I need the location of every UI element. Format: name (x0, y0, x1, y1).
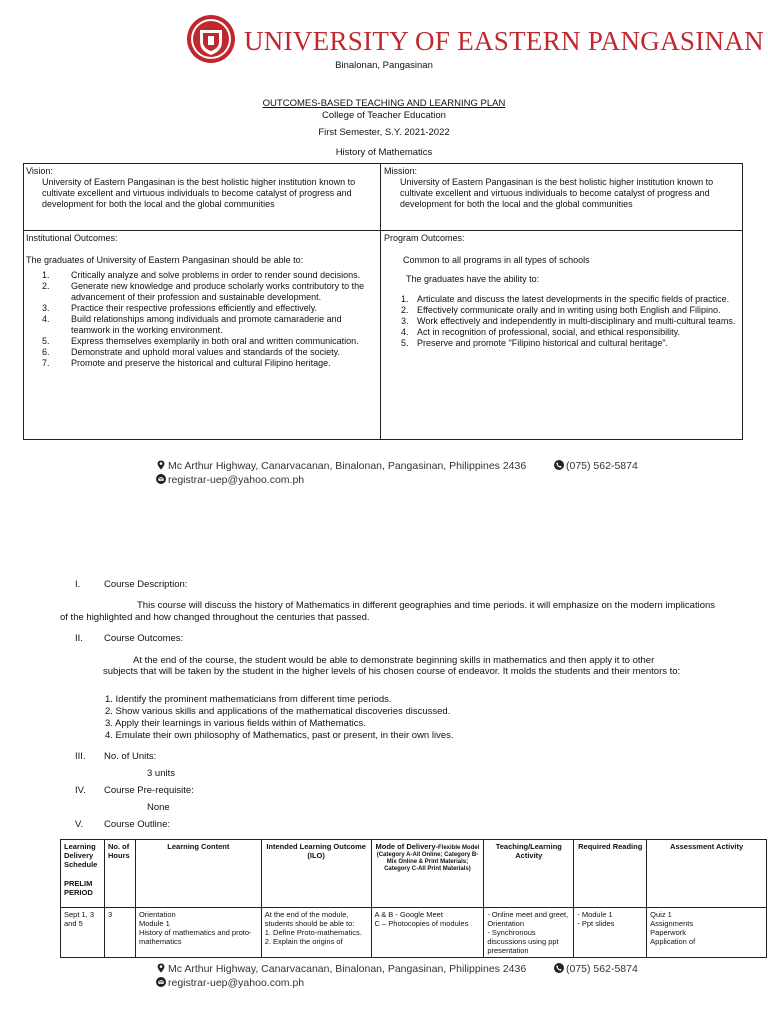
section-title: Course Pre-requisite: (104, 785, 194, 796)
prerequisite-value: None (147, 802, 170, 813)
program-common: Common to all programs in all types of schools (403, 255, 590, 265)
row-mode: A & B - Google Meet C – Photocopies of modules (371, 908, 484, 958)
list-item: 4. Emulate their own philosophy of Mathematics, past or present, in their own lives. (105, 730, 454, 741)
row-activity: - Online meet and greet, Orientation - Synchronous discussions using ppt presentation (484, 908, 574, 958)
list-item: 4. Act in recognition of professional, social, and ethical responsibility. (401, 327, 680, 337)
course-outcomes-line2: subjects that will be taken by the student in the higher levels of his chosen course of endeavor. It molds the students and their mentors to: (103, 666, 681, 677)
course-outline-table (60, 839, 767, 958)
location-pin-icon (156, 460, 166, 470)
units-value: 3 units (147, 768, 175, 779)
semester-text: First Semester, S.Y. 2021-2022 (318, 127, 450, 138)
header-assessment: Assessment Activity (647, 840, 767, 908)
row-ilo: At the end of the module, students should be able to: 1. Define Proto-mathematics. 2. Explain the origins of (261, 908, 371, 958)
course-outcomes-list (105, 694, 454, 742)
table-row (61, 908, 767, 958)
section-title: Course Outcomes: (104, 633, 184, 644)
table-header-row (61, 840, 767, 908)
list-item: 5. Preserve and promote "Filipino historical and cultural heritage". (401, 338, 669, 348)
mission-text: University of Eastern Pangasinan is the best holistic higher institution known to cultivate excellent and virtuous individuals to become catalyst of progress and development for both the local and the global communities (400, 177, 714, 209)
program-list (384, 294, 740, 349)
vmo-table (23, 163, 743, 440)
header-mode: Mode of Delivery-Flexible Model (Category A-All Online; Category B-Mix Online & Print Materials; Category C-All Print Materials) (371, 840, 484, 908)
header-activity: Teaching/Learning Activity (484, 840, 574, 908)
phone-icon (554, 460, 564, 470)
list-item: 1. Critically analyze and solve problems in order to render sound decisions. (42, 270, 361, 280)
program-label: Program Outcomes: (384, 233, 465, 243)
program-intro: The graduates have the ability to: (406, 274, 540, 284)
row-content: Orientation Module 1 History of mathematics and proto-mathematics (135, 908, 261, 958)
list-item: 1. Identify the prominent mathematicians from different time periods. (105, 694, 392, 705)
header-schedule: Learning Delivery Schedule PRELIM PERIOD (61, 840, 105, 908)
row-assessment: Quiz 1 Assignments Paperwork Application of (647, 908, 767, 958)
section-title: Course Description: (104, 579, 188, 590)
mission-label: Mission: (384, 166, 418, 176)
email-icon (156, 977, 166, 987)
row-hours: 3 (104, 908, 135, 958)
footer-address: Mc Arthur Highway, Canarvacanan, Binalonan, Pangasinan, Philippines 2436 (168, 963, 527, 975)
mission-cell (384, 166, 740, 210)
institutional-outcomes-cell (26, 233, 376, 369)
footer-phone: (075) 562-5874 (566, 460, 638, 472)
course-description-line1: This course will discuss the history of Mathematics in different geographies and time periods. it will emphasize on the modern implications (137, 600, 716, 611)
footer-address: Mc Arthur Highway, Canarvacanan, Binalonan, Pangasinan, Philippines 2436 (168, 460, 527, 472)
footer-email: registrar-uep@yahoo.com.ph (168, 474, 305, 486)
institutional-intro: The graduates of University of Eastern Pangasinan should be able to: (26, 255, 304, 265)
institutional-label: Institutional Outcomes: (26, 233, 118, 243)
course-name: History of Mathematics (335, 147, 433, 158)
email-icon (156, 474, 166, 484)
page-footer (156, 963, 676, 990)
row-schedule: Sept 1, 3 and 5 (61, 908, 105, 958)
footer-phone: (075) 562-5874 (566, 963, 638, 975)
list-item: 3. Apply their learnings in various fields within of Mathematics. (105, 718, 366, 729)
period-label: PRELIM PERIOD (64, 879, 93, 897)
course-outcomes-line1: At the end of the course, the student would be able to demonstrate beginning skills in mathematics and then apply it to other (133, 655, 655, 666)
section-title: No. of Units: (104, 751, 157, 762)
header-reading: Required Reading (574, 840, 647, 908)
header-ilo: Intended Learning Outcome (ILO) (261, 840, 371, 908)
college-name: College of Teacher Education (322, 110, 446, 121)
list-item: 3. Practice their respective professions efficiently and effectively. (42, 303, 318, 313)
university-name: UNIVERSITY OF EASTERN PANGASINAN (244, 26, 764, 56)
row-reading: - Module 1 - Ppt slides (574, 908, 647, 958)
vision-label: Vision: (26, 166, 53, 176)
location-pin-icon (156, 963, 166, 973)
list-item: 2. Effectively communicate orally and in writing using both English and Filipino. (401, 305, 721, 315)
phone-icon (554, 963, 564, 973)
vision-text: University of Eastern Pangasinan is the best holistic higher institution known to cultivate excellent and virtuous individuals to become catalyst of progress and development for both the local and the global communities (42, 177, 356, 209)
university-seal-icon (186, 14, 236, 64)
vision-cell (26, 166, 376, 210)
list-item: 5. Express themselves exemplarily in both oral and written communication. (42, 336, 359, 346)
course-description-line2: of the highlighted and how changed throughout the centuries that passed. (60, 612, 370, 623)
list-item: 2. Generate new knowledge and produce scholarly works contributory to the advancement of their profession and sustainable development. (42, 281, 365, 302)
footer-email: registrar-uep@yahoo.com.ph (168, 977, 305, 989)
header-hours: No. of Hours (104, 840, 135, 908)
list-item: 4. Build relationships among individuals and promote camaraderie and teamwork in the working environment. (42, 314, 342, 335)
list-item: 1. Articulate and discuss the latest developments in the specific fields of practice. (401, 294, 730, 304)
program-outcomes-cell (384, 233, 740, 349)
institutional-list (26, 270, 376, 369)
header-content: Learning Content (135, 840, 261, 908)
section-title: Course Outline: (104, 819, 171, 830)
location-text: Binalonan, Pangasinan (335, 60, 433, 71)
list-item: 6. Demonstrate and uphold moral values and standards of the society. (42, 347, 340, 357)
list-item: 7. Promote and preserve the historical and cultural Filipino heritage. (42, 358, 331, 368)
list-item: 3. Work effectively and independently in multi-disciplinary and multi-cultural teams. (401, 316, 736, 326)
page-footer (156, 460, 676, 487)
document-title: OUTCOMES-BASED TEACHING AND LEARNING PLAN (262, 98, 506, 109)
list-item: 2. Show various skills and applications of the mathematical discoveries discussed. (105, 706, 451, 717)
